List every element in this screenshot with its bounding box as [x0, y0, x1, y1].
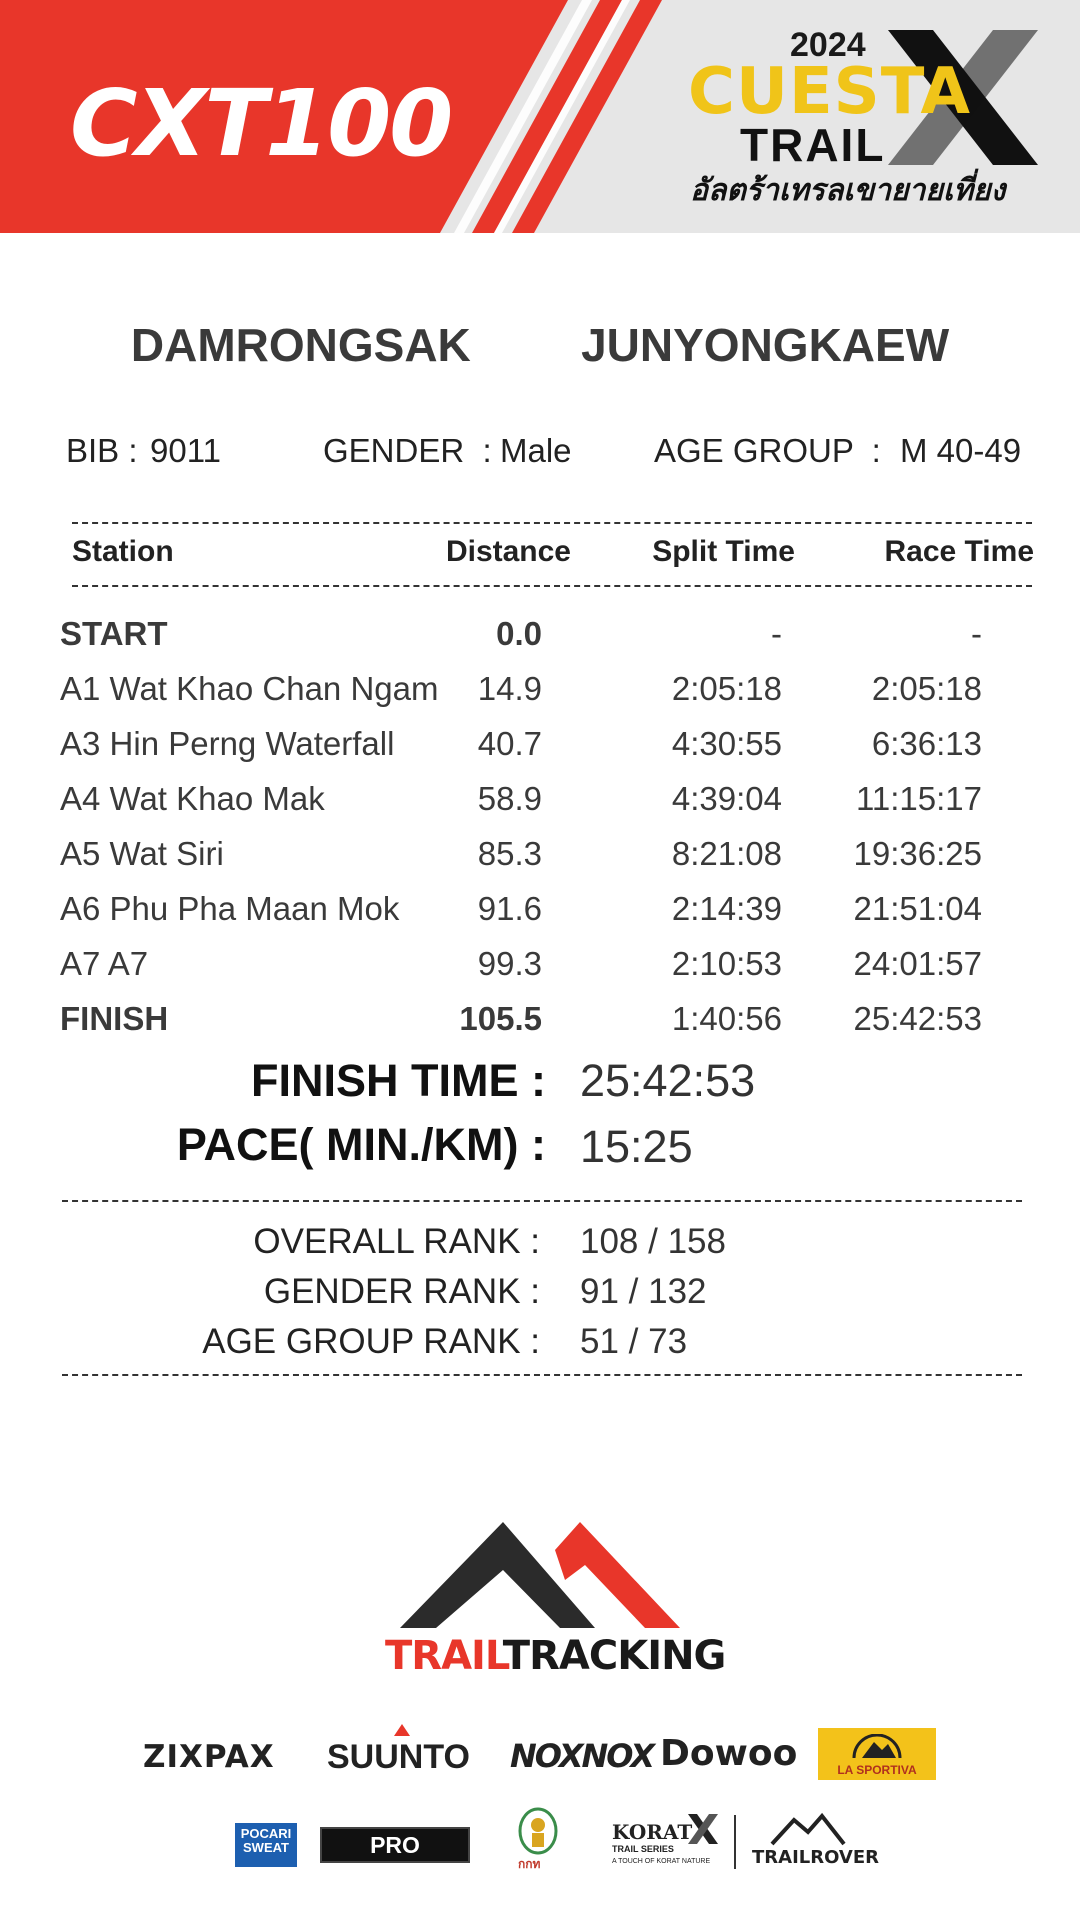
gender-rank-label: GENDER RANK : — [263, 1272, 540, 1311]
split-time-value: 2:05:18 — [671, 670, 782, 707]
trail-tracking-logo: TRAILTRACKING — [385, 1633, 726, 1679]
split-time-value: 2:14:39 — [671, 890, 782, 927]
finish-time-label: FINISH TIME : — [251, 1055, 546, 1106]
sponsor-dowoo-logo: Dowoo — [660, 1733, 798, 1774]
suunto-triangle-icon — [394, 1724, 410, 1736]
bib-label: BIB : — [66, 432, 138, 469]
divider — [72, 585, 1032, 587]
overall-rank-label: OVERALL RANK : — [253, 1222, 540, 1261]
la-sportiva-text: LA SPORTIVA — [837, 1763, 917, 1777]
trailrover-mountain-icon — [770, 1812, 846, 1846]
header-race-time: Race Time — [884, 535, 1034, 568]
event-header-banner — [0, 0, 1080, 233]
sport-authority-text: กกท — [518, 1857, 541, 1871]
header-station: Station — [72, 535, 174, 568]
sponsor-pro-freeze-logo: PRO FREEZE — [320, 1827, 470, 1863]
pace-value: 15:25 — [580, 1121, 693, 1172]
distance-value: 0.0 — [496, 615, 542, 652]
distance-value: 40.7 — [477, 725, 542, 762]
sponsor-noxnox-logo: NOXNOX — [510, 1737, 654, 1775]
split-time-value: 4:39:04 — [671, 780, 782, 817]
event-name-thai: อัลตร้าเทรลเขายายเที่ยง — [690, 173, 1006, 208]
split-time-value: 1:40:56 — [671, 1000, 782, 1037]
distance-value: 85.3 — [477, 835, 542, 872]
distance-value: 14.9 — [477, 670, 542, 707]
header-distance: Distance — [445, 535, 571, 568]
age-group-value: M 40-49 — [900, 432, 1022, 469]
split-time-value: - — [771, 615, 782, 652]
header-split-time: Split Time — [652, 535, 795, 568]
table-row — [0, 947, 1080, 1002]
gender-rank-value: 91 / 132 — [580, 1272, 707, 1311]
sponsor-suunto-logo: SUUNTO — [327, 1738, 470, 1776]
station-name: FINISH — [60, 1000, 169, 1037]
split-time-value: 4:30:55 — [671, 725, 782, 762]
korat-tagline-text: A TOUCH OF KORAT NATURE — [612, 1858, 711, 1865]
age-group-label: AGE GROUP : — [654, 432, 881, 469]
table-row — [0, 892, 1080, 947]
age-group-rank-label: AGE GROUP RANK : — [202, 1322, 540, 1361]
divider — [734, 1815, 736, 1869]
station-name: START — [60, 615, 168, 652]
race-time-value: 6:36:13 — [871, 725, 982, 762]
divider — [62, 1374, 1022, 1376]
station-name: A7 A7 — [60, 945, 149, 982]
table-row — [0, 1002, 1080, 1057]
divider — [72, 522, 1032, 524]
trail-tracking-mountain-icon — [400, 1520, 685, 1630]
sponsor-korat-logo: KORAT — [612, 1820, 693, 1844]
station-name: A1 Wat Khao Chan Ngam — [60, 670, 439, 707]
table-row — [0, 727, 1080, 782]
event-year: 2024 — [790, 26, 866, 64]
race-time-value: 19:36:25 — [853, 835, 982, 872]
runner-name: DAMRONGSAK JUNYONGKAEW — [130, 319, 950, 371]
race-time-value: 11:15:17 — [855, 780, 982, 817]
distance-value: 58.9 — [477, 780, 542, 817]
table-row — [0, 672, 1080, 727]
mountain-icon — [852, 1734, 902, 1760]
divider — [62, 1200, 1022, 1202]
distance-value: 91.6 — [477, 890, 542, 927]
distance-value: 99.3 — [477, 945, 542, 982]
distance-value: 105.5 — [459, 1000, 542, 1037]
korat-trail-series-text: TRAIL SERIES — [612, 1844, 674, 1854]
table-row — [0, 617, 1080, 672]
race-time-value: 2:05:18 — [871, 670, 982, 707]
cxt100-logo: CXT100 — [70, 70, 452, 177]
age-group-rank-value: 51 / 73 — [580, 1322, 688, 1361]
gender-value: Male — [500, 432, 572, 469]
sponsor-pocari-sweat-logo: POCARI SWEAT — [235, 1823, 297, 1867]
split-time-value: 2:10:53 — [671, 945, 782, 982]
finish-time-value: 25:42:53 — [580, 1055, 756, 1106]
race-time-value: - — [971, 615, 982, 652]
station-name: A3 Hin Perng Waterfall — [60, 725, 395, 762]
korat-x-icon — [688, 1814, 718, 1844]
station-name: A5 Wat Siri — [60, 835, 224, 872]
split-time-value: 8:21:08 — [671, 835, 782, 872]
station-name: A6 Phu Pha Maan Mok — [60, 890, 400, 927]
sponsor-zixpax-logo: ZIXPAX — [143, 1739, 275, 1775]
sponsor-trailrover-logo: TRAILROVER — [752, 1847, 880, 1868]
event-name-cuesta: CUESTA — [688, 55, 971, 129]
station-name: A4 Wat Khao Mak — [60, 780, 325, 817]
table-row — [0, 782, 1080, 837]
race-time-value: 25:42:53 — [853, 1000, 982, 1037]
pace-label: PACE( MIN./KM) : — [176, 1119, 546, 1170]
event-name-trail: TRAIL — [740, 119, 886, 171]
bib-number: 9011 — [150, 432, 221, 469]
table-row — [0, 837, 1080, 892]
sponsor-la-sportiva-logo — [818, 1728, 936, 1780]
race-time-value: 21:51:04 — [853, 890, 982, 927]
overall-rank-value: 108 / 158 — [580, 1222, 726, 1261]
sport-authority-emblem-icon — [512, 1805, 564, 1865]
race-time-value: 24:01:57 — [853, 945, 982, 982]
gender-label: GENDER : — [323, 432, 492, 469]
